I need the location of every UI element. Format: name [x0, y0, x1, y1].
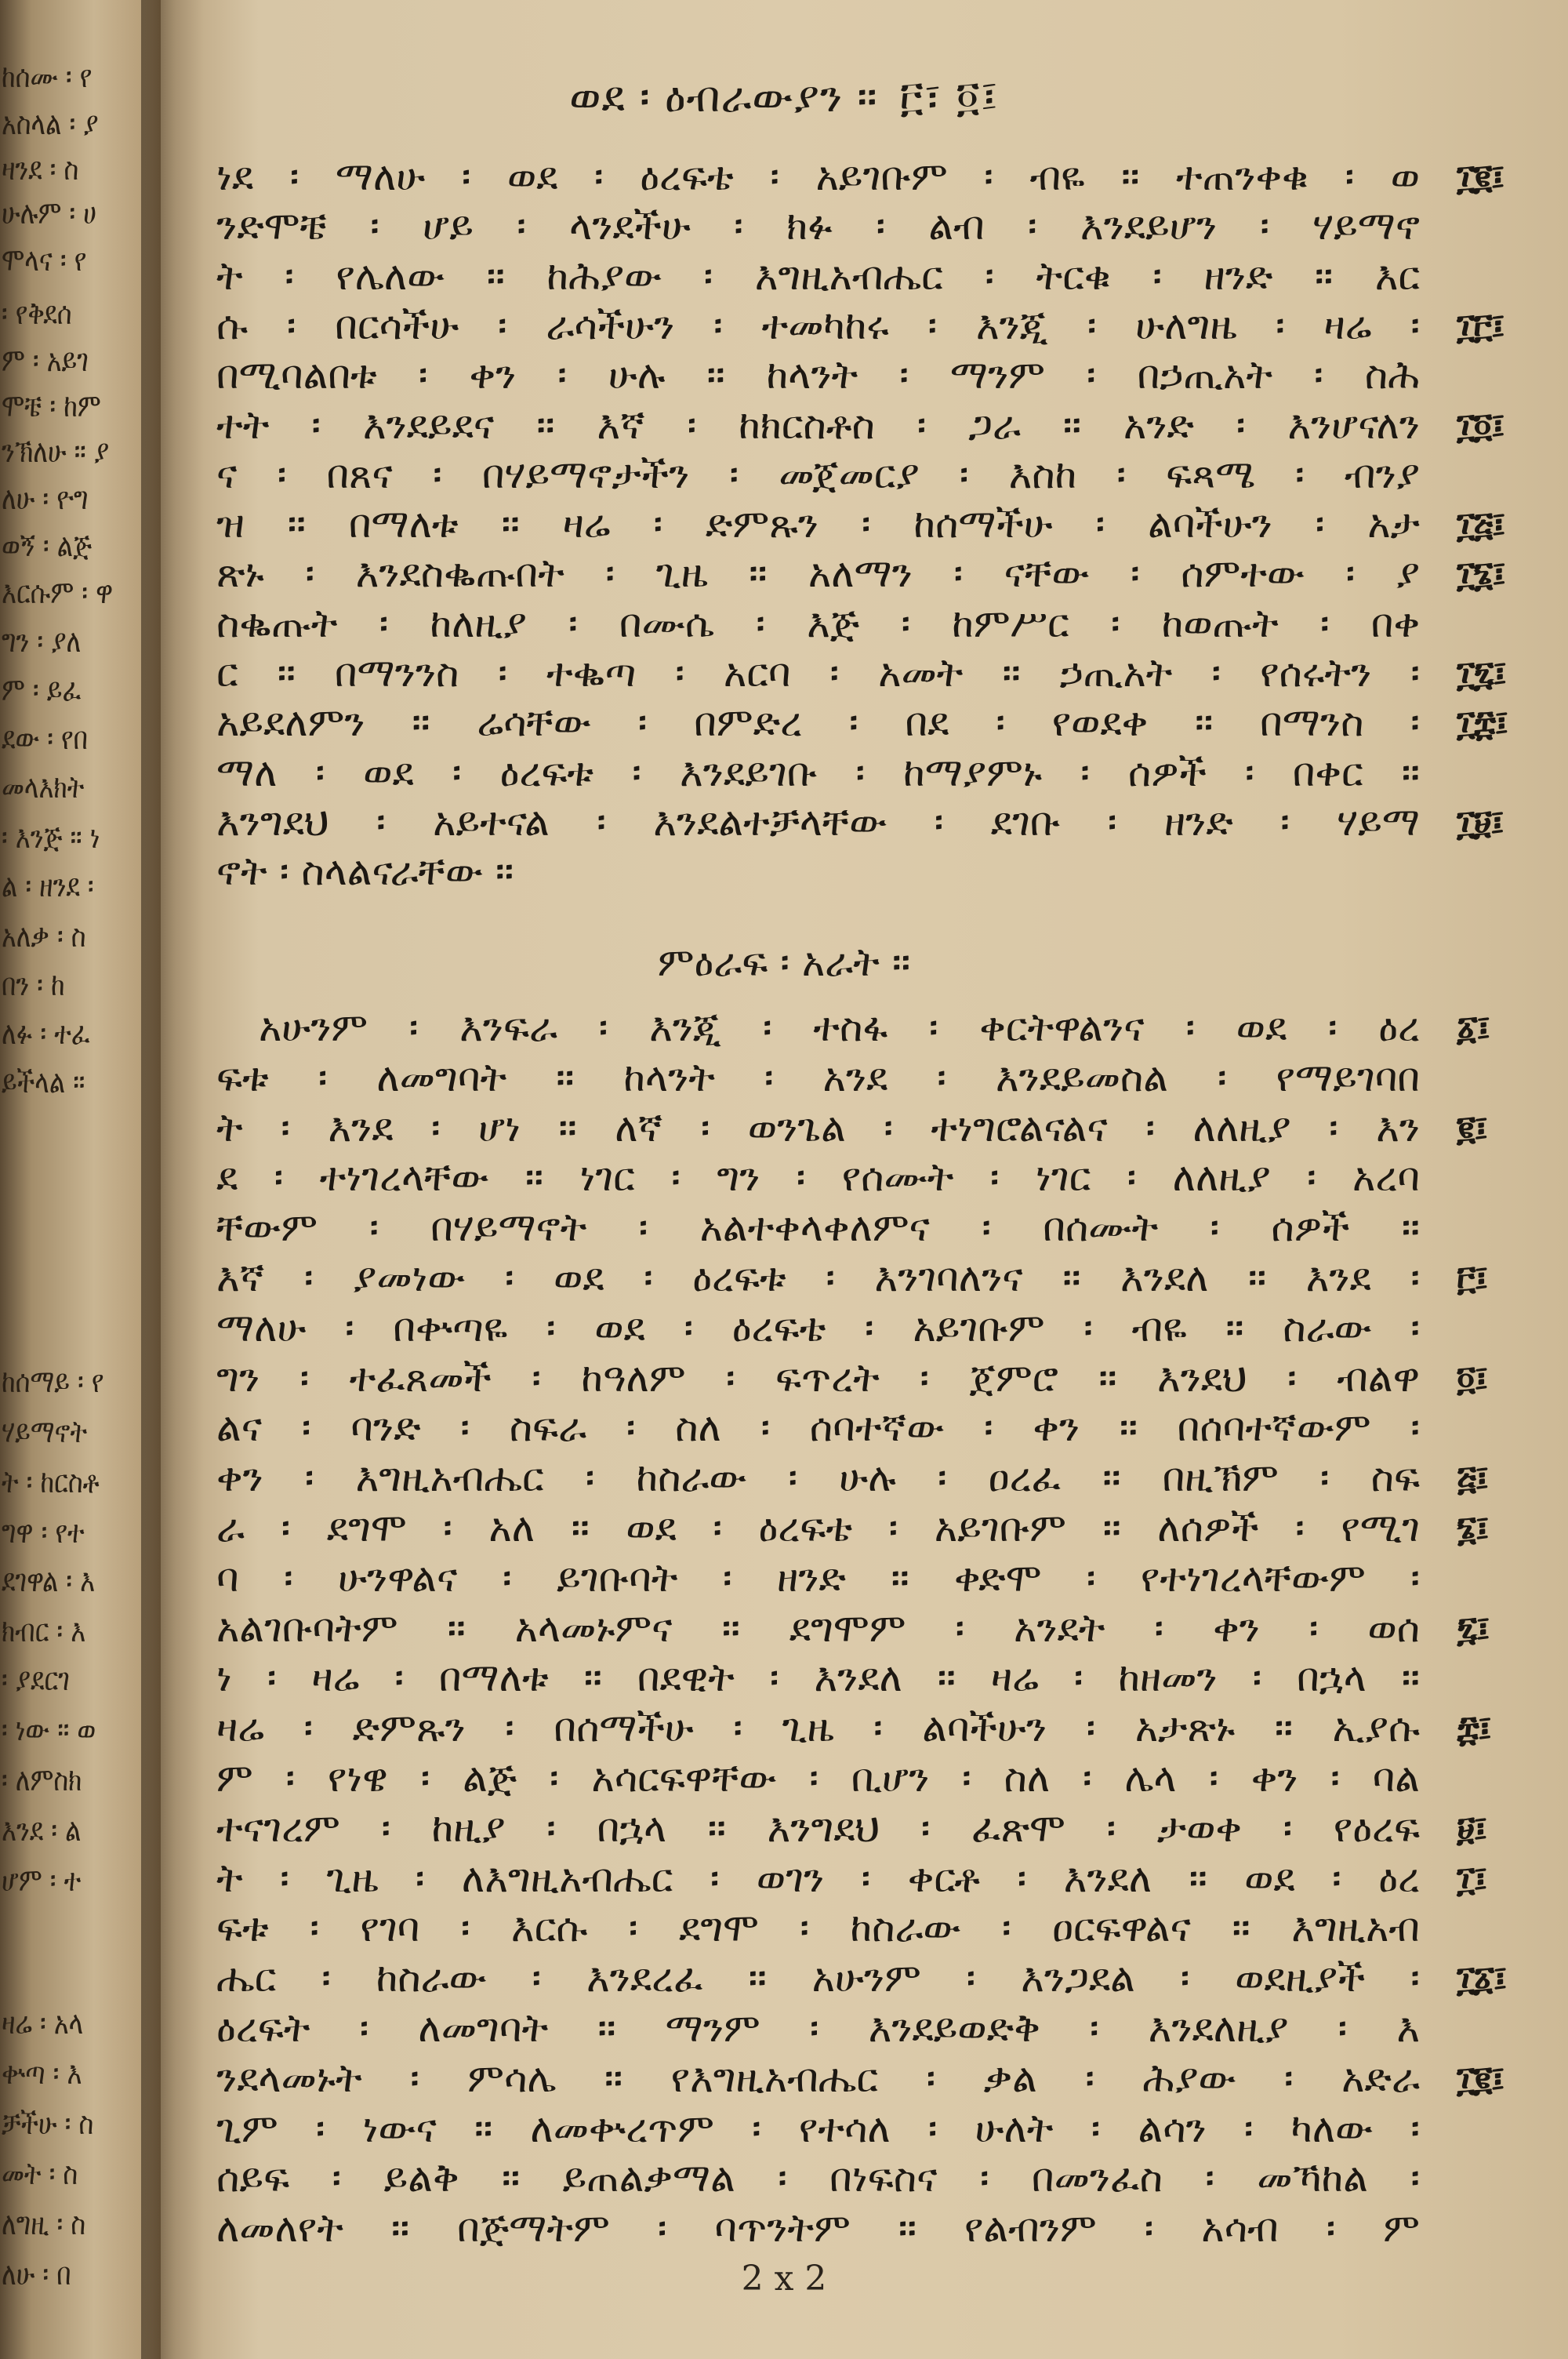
body-line: ጊም ፡ ነውና ። ለመቍረጥም ፡ የተሳለ ፡ ሁለት ፡ ልሳን ፡ ካለው ፡	[216, 2105, 1420, 2151]
verse-number: ፲፮፤	[1457, 554, 1505, 595]
left-page-line: ሆም ፡ ተ	[2, 1863, 82, 1899]
body-line: ና ፡ በጸና ፡ በሃይማኖታችን ፡ መጀመርያ ፡ እስከ ፡ ፍጻሜ ፡ ብንያ	[216, 451, 1420, 497]
verse-number: ፩፤	[1457, 1009, 1490, 1049]
body-line: ስቈጡት ፡ ከለዚያ ፡ በሙሴ ፡ እጅ ፡ ከምሥር ፡ ከወጡት ፡ በቀ	[216, 600, 1420, 646]
left-page-line: ለሁ ፡ ዮግ	[2, 481, 89, 517]
verse-number: ፲፫፤	[1457, 306, 1504, 347]
left-page-line: ግዋ ፡ የተ	[2, 1514, 85, 1550]
left-page-line: ከሰሙ ፡ የ	[2, 59, 93, 95]
verse-number: ፲፪፤	[1457, 2059, 1504, 2099]
left-page-line: ፡ ለምስክ	[2, 1762, 82, 1798]
body-line: ሔር ፡ ከስራው ፡ እንደረፈ ። አሁንም ፡ እንጋደል ፡ ወደዚያች ፡	[216, 1955, 1420, 2001]
body-line: እኛ ፡ ያመነው ፡ ወደ ፡ ዕረፍቱ ፡ እንገባለንና ። እንደለ ። እንደ ፡	[216, 1255, 1420, 1300]
body-line: ት ፡ እንደ ፡ ሆነ ። ለኛ ፡ ወንጌል ፡ ተነግሮልናልና ፡ ለለዚያ ፡ እን	[216, 1104, 1420, 1150]
verse-number: ፭፤	[1457, 1459, 1488, 1499]
body-line: ፍቱ ፡ ለመግባት ። ከላንት ፡ አንደ ፡ እንደይመስል ፡ የማይገባበ	[216, 1054, 1420, 1100]
body-line: ባ ፡ ሁንዋልና ፡ ይገቡባት ፡ ዘንድ ። ቀድሞ ፡ የተነገረላቸውም ፡	[216, 1554, 1420, 1601]
running-header-page: ፫፣ ፬፤	[899, 72, 999, 122]
left-page-line: ት ፡ ከርስቶ	[2, 1464, 100, 1500]
left-page-line: አስላል ፡ ያ	[2, 106, 99, 142]
left-page-line: ለሁ ፡ በ	[2, 2256, 71, 2292]
body-line: ለመለየት ። በጅማትም ፡ ባጥንትም ። የልብንም ፡ አሳብ ፡ ም	[216, 2205, 1420, 2252]
left-page-line: እንደ ፡ ል	[2, 1812, 82, 1848]
verse-number: ፲፯፤	[1457, 654, 1506, 694]
body-line: ት ፡ ጊዜ ፡ ለእግዚአብሔር ፡ ወገን ፡ ቀርቶ ፡ እንደለ ። ወደ ፡ ዕረ	[216, 1855, 1420, 1901]
left-page-line: ለግዚ ፡ ስ	[2, 2206, 86, 2242]
left-page-line: ም ፡ አይገ	[2, 343, 89, 379]
body-line: ልና ፡ ባንድ ፡ ስፍራ ፡ ስለ ፡ ሰባተኛው ፡ ቀን ። በሰባተኛውም ፡	[216, 1405, 1420, 1451]
body-line: ኖት ፡ ስላልናራቸው ።	[216, 849, 514, 895]
left-page-line: ቻችሁ ፡ ስ	[2, 2106, 94, 2142]
verse-number: ፲፭፤	[1457, 505, 1504, 546]
left-page-line: መላእክት	[2, 769, 85, 805]
body-line: ነ ፡ ዛሬ ፡ በማለቱ ። በደዊት ፡ እንደለ ። ዛሬ ፡ ከዘመን ፡ በኋላ ።	[216, 1655, 1420, 1701]
left-page-line: ም ፡ ይፈ	[2, 672, 82, 708]
left-page-line: ሃይማኖት	[2, 1414, 88, 1450]
verse-number: ፲፤	[1457, 1859, 1486, 1899]
left-page-line: ሞቼ ፡ ከም	[2, 388, 101, 424]
left-page-line: ደው ፡ የበ	[2, 721, 89, 757]
verse-number: ፬፤	[1457, 1358, 1487, 1399]
body-line: ነደ ፡ ማለሁ ፡ ወደ ፡ ዕረፍቴ ፡ አይገቡም ፡ ብዬ ። ተጠንቀቁ ፡ ወ	[216, 154, 1420, 199]
verse-number: ፰፤	[1457, 1709, 1490, 1750]
body-line: አሁንም ፡ እንፍራ ፡ እንጂ ፡ ተስፋ ፡ ቀርትዋልንና ፡ ወደ ፡ ዕረ	[259, 1005, 1420, 1050]
body-line: ራ ፡ ደግሞ ፡ አለ ። ወደ ፡ ዕረፍቴ ፡ አይገቡም ። ለሰዎች ፡ የሚገ	[216, 1505, 1420, 1550]
body-line: ንድሞቼ ፡ ሆይ ፡ ላንደችሁ ፡ ክፉ ፡ ልብ ፡ እንደይሆን ፡ ሃይማኖ	[216, 203, 1420, 249]
verse-number: ፪፤	[1457, 1108, 1487, 1149]
body-line: ቸውም ፡ በሃይማኖት ፡ አልተቀላቀለምና ፡ በሰሙት ፡ ሰዎች ።	[216, 1205, 1420, 1251]
body-line: ዝ ። በማለቱ ። ዛሬ ፡ ድምጹን ፡ ከሰማችሁ ፡ ልባችሁን ፡ አታ	[216, 501, 1420, 547]
verse-number: ፱፤	[1457, 1808, 1486, 1849]
left-page-line: ለፉ ፡ ተፈ	[2, 1016, 90, 1052]
chapter-heading: ምዕራፍ ፡ አራት ።	[657, 940, 911, 985]
left-page-line: መት ፡ ስ	[2, 2156, 78, 2192]
printer-signature: 2 x 2	[741, 2259, 827, 2299]
verse-number: ፲፬፤	[1457, 405, 1504, 446]
body-line: ደ ፡ ተነገረላቸው ። ነገር ፡ ግን ፡ የሰሙት ፡ ነገር ፡ ለለዚያ ፡ አረባ	[216, 1154, 1420, 1201]
left-page-line: ል ፡ ዘንደ ፡	[2, 868, 94, 904]
body-line: ተት ፡ እንደይደና ። እኛ ፡ ከክርስቶስ ፡ ጋራ ። አንድ ፡ እንሆናለን	[216, 402, 1420, 448]
left-page-line: ፡ እንጅ ። ነ	[2, 820, 100, 856]
body-line: በሚባልበቱ ፡ ቀን ፡ ሁሉ ። ከላንት ፡ ማንም ፡ በኃጢአት ፡ ስሕ	[216, 352, 1420, 398]
verse-number: ፲፱፤	[1457, 802, 1503, 843]
left-page-line: ፡ ነው ። ወ	[2, 1712, 96, 1748]
body-line: ቀን ፡ እግዚአብሔር ፡ ከስራው ፡ ሁሉ ፡ ዐረፈ ። በዚኽም ፡ ስፍ	[216, 1455, 1420, 1501]
previous-page-strip	[0, 0, 161, 2359]
left-page-line: ግን ፡ ያለ	[2, 623, 82, 660]
left-page-line: ዛሬ ፡ አላ	[2, 2005, 84, 2041]
body-line: ግን ፡ ተፈጸመች ፡ ከዓለም ፡ ፍጥረት ፡ ጀምሮ ። እንደህ ፡ ብልዋ	[216, 1354, 1420, 1401]
left-page-line: ደገዋል ፡ እ	[2, 1563, 96, 1599]
running-header	[0, 72, 1568, 122]
body-line: ማለ ፡ ወደ ፡ ዕረፍቱ ፡ እንደይገቡ ፡ ከማያምኑ ፡ ሰዎች ፡ በቀር ።	[216, 749, 1420, 795]
body-line: ፍቱ ፡ የገባ ፡ እርሱ ፡ ደግሞ ፡ ከስራው ፡ ዐርፍዋልና ። እግዚአብ	[216, 1905, 1420, 1951]
body-line: ር ። በማንንስ ፡ ተቈጣ ፡ አርባ ፡ አመት ። ኃጢአት ፡ የሰሩትን ፡	[216, 650, 1420, 696]
verse-number: ፲፩፤	[1457, 1959, 1506, 2000]
verse-number: ፮፤	[1457, 1509, 1488, 1549]
verse-number: ፲፰፤	[1457, 703, 1508, 744]
body-line: ተናገረም ፡ ከዚያ ፡ በኋላ ። እንግደህ ፡ ፈጽሞ ፡ ታወቀ ፡ የዕረፍ	[216, 1805, 1420, 1851]
body-line: ት ፡ የሌለው ። ከሕያው ፡ እግዚአብሔር ፡ ትርቁ ፡ ዘንድ ። እር	[216, 253, 1420, 299]
left-page-line: ወኝ ፡ ልጅ	[2, 528, 93, 564]
body-line: አይደለምን ። ሬሳቸው ፡ በምድረ ፡ በደ ፡ የወደቀ ። በማንስ ፡	[216, 700, 1420, 746]
body-line: ዛሬ ፡ ድምጹን ፡ በሰማችሁ ፡ ጊዜ ፡ ልባችሁን ፡ አታጽኑ ። ኢያሱ	[216, 1705, 1420, 1751]
left-page-line: ዛንደ ፡ ስ	[2, 151, 79, 187]
verse-number: ፲፪፤	[1457, 158, 1504, 198]
left-page-line: ፡ ያደርገ	[2, 1662, 70, 1698]
body-line: እንግደህ ፡ አይተናል ፡ እንደልተቻላቸው ፡ ደገቡ ፡ ዘንድ ፡ ሃይማ	[216, 798, 1420, 845]
body-line: ዕረፍት ፡ ለመግባት ። ማንም ፡ እንደይወድቅ ፡ እንደለዚያ ፡ እ	[216, 2005, 1420, 2051]
left-page-line: አለቃ ፡ ስ	[2, 918, 86, 954]
left-page-line: ክብር ፡ እ	[2, 1613, 86, 1649]
left-page-line: ቍጣ ፡ እ	[2, 2055, 82, 2092]
body-line: ንደላመኑት ፡ ምሳሌ ። የእግዚአብሔር ፡ ቃል ፡ ሕያው ፡ አድራ	[216, 2055, 1420, 2101]
body-line: ም ፡ የነዌ ፡ ልጅ ፡ አሳርፍዋቸው ፡ ቢሆን ፡ ስለ ፡ ሌላ ፡ ቀን ፡ ባል	[216, 1755, 1420, 1801]
left-page-line: ሞላና ፡ የ	[2, 242, 87, 278]
left-page-line: እርሱም ፡ ዋ	[2, 575, 114, 611]
book-gutter-shadow	[141, 0, 204, 2359]
body-line: ሱ ፡ በርሳችሁ ፡ ራሳችሁን ፡ ተመካከሩ ፡ እንጂ ፡ ሁለግዜ ፡ ዛሬ ፡	[216, 302, 1420, 348]
left-page-line: ሁሉም ፡ ሀ	[2, 195, 97, 231]
left-page-line: ንኽለሁ ። ያ	[2, 434, 110, 470]
body-line: ማለሁ ፡ በቍጣዬ ፡ ወደ ፡ ዕረፍቴ ፡ አይገቡም ፡ ብዬ ። ስራው ፡	[216, 1304, 1420, 1350]
verse-number: ፯፤	[1457, 1608, 1489, 1649]
body-line: አልገቡባትም ። አላመኑምና ። ደግሞም ፡ አንደት ፡ ቀን ፡ ወሰ	[216, 1605, 1420, 1651]
verse-number: ፫፤	[1457, 1259, 1487, 1299]
body-line: ሰይፍ ፡ ይልቅ ። ይጠልቃማል ፡ በነፍስና ፡ በመንፈስ ፡ መኻከል ፡	[216, 2155, 1420, 2201]
left-page-line: ይችላል ።	[2, 1064, 85, 1100]
left-page-line: ከሰማይ ፡ የ	[2, 1364, 104, 1400]
left-page-line: ፡ የቅደሰ	[2, 296, 72, 332]
body-line: ጽኑ ፡ እንደስቈጡበት ፡ ጊዜ ። አለማን ፡ ናቸው ፡ ሰምተው ፡ ያ	[216, 551, 1420, 597]
left-page-line: በን ፡ ከ	[2, 967, 65, 1003]
running-header-title: ወደ ፡ ዕብራውያን ።	[569, 72, 878, 122]
